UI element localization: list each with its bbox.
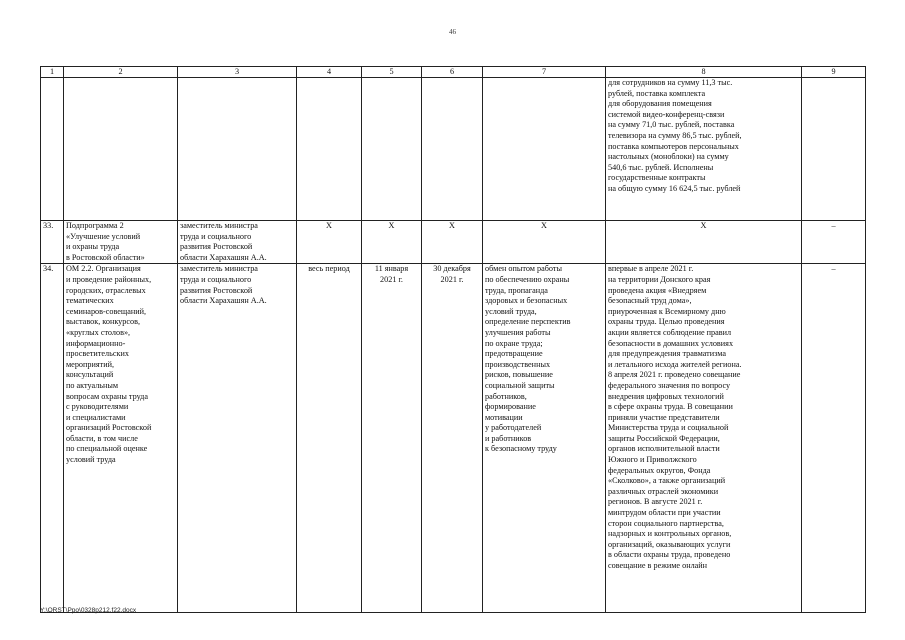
row-number: 33.	[41, 221, 64, 264]
result-cell: для сотрудников на сумму 11,3 тыс. рублей, поставка комплекта для оборудования помещения системой видео-конференц-связи на сумму 71,0 тыс. рублей, поставка телевизора на сумму 86,5 тыс. рублей, поставка компьютеров персональных настольных (моноблоки) на сумму 540,6 тыс. рублей. Исполнены государственные контракты на общую сумму 16 624,5 тыс. рублей	[606, 78, 802, 221]
table-cell	[178, 78, 297, 221]
table-cell	[41, 78, 64, 221]
event-name: Подпрограмма 2 «Улучшение условий и охраны труда в Ростовской области»	[64, 221, 178, 264]
table-cell	[362, 78, 422, 221]
period-cell: весь период	[297, 264, 362, 613]
column-header: 2	[64, 67, 178, 78]
expected-result-cell: Х	[483, 221, 606, 264]
note-cell: –	[802, 264, 866, 613]
responsible-person: заместитель министра труда и социального развития Ростовской области Харахашян А.А.	[178, 221, 297, 264]
start-date-cell: 11 января 2021 г.	[362, 264, 422, 613]
table-cell	[483, 78, 606, 221]
page-number: 46	[449, 28, 456, 36]
table-cell	[297, 78, 362, 221]
responsible-person: заместитель министра труда и социального развития Ростовской области Харахашян А.А.	[178, 264, 297, 613]
period-cell: Х	[297, 221, 362, 264]
note-cell: –	[802, 221, 866, 264]
column-header: 3	[178, 67, 297, 78]
table-cell	[802, 78, 866, 221]
column-header: 9	[802, 67, 866, 78]
table-row-continuation	[41, 78, 866, 221]
end-date-cell: Х	[422, 221, 483, 264]
column-header: 5	[362, 67, 422, 78]
expected-result-cell: обмен опытом работы по обеспечению охраны труда, пропаганда здоровых и безопасных условий труда, определение перспектив улучшения работы по охране труда; предотвращение производственных рисков, повышение социальной защиты работников, формирование мотивации у работодателей и работников к безопасному труду	[483, 264, 606, 613]
column-header: 8	[606, 67, 802, 78]
table-cell	[422, 78, 483, 221]
column-header: 4	[297, 67, 362, 78]
end-date-cell: 30 декабря 2021 г.	[422, 264, 483, 613]
table-cell	[64, 78, 178, 221]
result-cell: впервые в апреле 2021 г. на территории Донского края проведена акция «Внедряем безопасный труд дома», приуроченная к Всемирному дню охраны труда. Целью проведения акции является соблюдение правил безопасности в домашних условиях для предупреждения травматизма и летального исхода жителей региона. 8 апреля 2021 г. проведено совещание федерального значения по вопросу внедрения цифровых технологий в сфере охраны труда. В совещании приняли участие представители Министерства труда и социальной защиты Российской Федерации, органов исполнительной власти Южного и Приволжского федеральных округов, Фонда «Сколково», а также организаций различных отраслей экономики регионов. В августе 2021 г. минтрудом области при участии сторон социального партнерства, надзорных и контрольных органов, организаций, оказывающих услуги в области охраны труда, проведено совещание в режиме онлайн	[606, 264, 802, 613]
table-row-34	[41, 264, 866, 613]
result-cell: Х	[606, 221, 802, 264]
column-header: 1	[41, 67, 64, 78]
report-table	[40, 66, 866, 613]
column-header: 7	[483, 67, 606, 78]
header-row	[41, 67, 866, 78]
row-number: 34.	[41, 264, 64, 613]
footer-file-path: Y:\ORST\Ppo\0328p212.f22.docx	[40, 607, 137, 614]
event-name: ОМ 2.2. Организация и проведение районных, городских, отраслевых тематических семинаров-совещаний, выставок, конкурсов, «круглых столов», информационно- просветительских мероприятий, консультаций по актуальным вопросам охраны труда с руководителями и специалистами организаций Ростовской области, в том числе по специальной оценке условий труда	[64, 264, 178, 613]
table-row-33	[41, 221, 866, 264]
start-date-cell: Х	[362, 221, 422, 264]
column-header: 6	[422, 67, 483, 78]
